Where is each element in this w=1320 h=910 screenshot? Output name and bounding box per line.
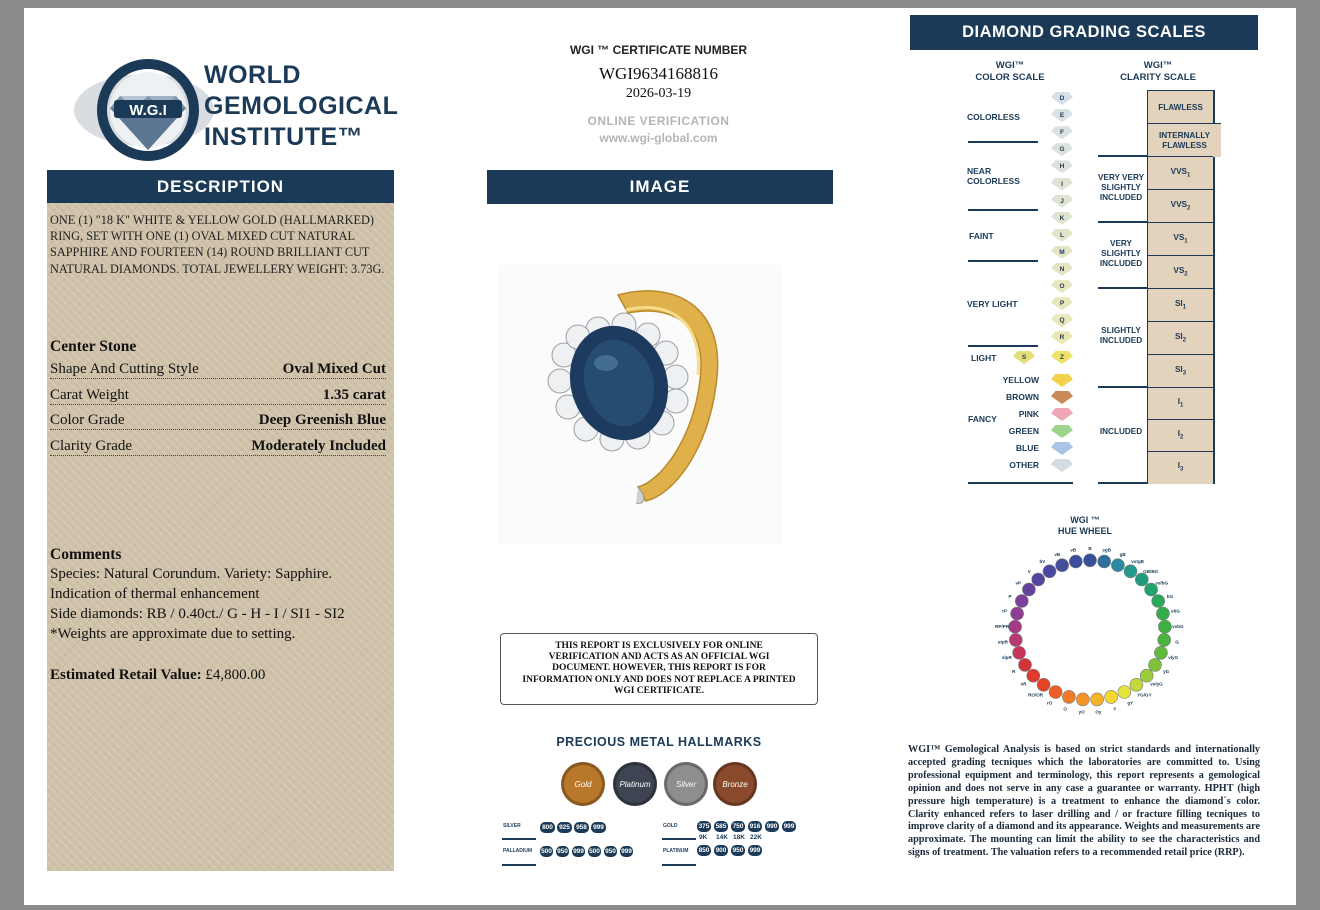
color-grade-gem-icon: G [1051, 143, 1073, 156]
hue-wheel-title [1030, 515, 1140, 537]
comment-line: *Weights are approximate due to setting. [50, 626, 296, 642]
spec-value: Oval Mixed Cut [282, 361, 386, 377]
clarity-divider [1098, 155, 1148, 157]
institute-name-line: WORLD [204, 61, 301, 89]
color-grade-gem-icon: Q [1051, 314, 1073, 327]
color-grade-gem-icon: S [1013, 351, 1035, 364]
clarity-grade-cell: $I_3$ [1148, 451, 1213, 484]
fancy-color-gem-icon [1051, 442, 1073, 455]
clarity-group-vsi: VERY SLIGHTLY INCLUDED [1099, 239, 1143, 268]
color-divider [968, 345, 1038, 347]
silver-hallmark-chip: 925 [557, 822, 572, 833]
hue-title-line: HUE WHEEL [1058, 526, 1112, 536]
palladium-hallmark-chip: 500 [541, 848, 552, 855]
silver-hallmark-chip: 999 [591, 822, 606, 833]
hue-label: GB/BG [1143, 568, 1159, 574]
fancy-color-gem-icon [1051, 459, 1073, 472]
scale-title-line: CLARITY SCALE [1120, 72, 1196, 83]
spec-value: 1.35 carat [322, 387, 386, 403]
spec-row [50, 433, 386, 456]
hue-swatch [1105, 690, 1118, 703]
clarity-grade-cell: INTERNALLY FLAWLESS [1148, 123, 1221, 157]
fancy-color-gem-icon [1051, 425, 1073, 438]
online-verification-label: ONLINE VERIFICATION [587, 114, 730, 128]
clarity-divider [1098, 386, 1148, 388]
gold-hallmark-chip: 750 [732, 823, 744, 830]
hue-label: RO/OR [1028, 692, 1044, 698]
hue-label: sgB [1102, 547, 1112, 553]
retail-label: Estimated Retail Value: [50, 667, 202, 683]
color-grade-gem-icon: J [1051, 195, 1073, 208]
hue-label: Oy [1095, 709, 1102, 715]
institute-name-line: INSTITUTE™ [204, 123, 364, 151]
hue-swatch [1149, 658, 1162, 671]
estimated-retail-value [50, 667, 265, 684]
comment-line: Indication of thermal enhancement [50, 586, 260, 602]
fancy-color-label: PINK [1018, 409, 1039, 419]
hue-label: bV [1039, 559, 1046, 565]
clarity-grade-cell: $VVS_1$ [1148, 156, 1213, 190]
spec-label: Color Grade [50, 412, 125, 428]
hallmark-rule [662, 864, 696, 866]
fancy-color-label: GREEN [1008, 426, 1039, 436]
color-grade-gem-icon: I [1051, 178, 1073, 191]
hallmark-rule [502, 838, 536, 840]
gold-karat-label: 18K [733, 834, 745, 841]
fancy-color-label: OTHER [1009, 460, 1039, 470]
spec-row [50, 382, 386, 405]
hue-swatch [1158, 620, 1171, 633]
hue-swatch [1091, 693, 1104, 706]
hue-label: vB [1070, 547, 1077, 553]
center-stone-title: Center Stone [50, 338, 137, 355]
palladium-hallmark-chip: 999 [573, 848, 584, 855]
online-verification-notice: THIS REPORT IS EXCLUSIVELY FOR ONLINE VERIFICATION AND ACTS AS AN OFFICIAL WGI DOCUMENT. HOWEVER, THIS REPORT IS FOR INFORMATION ONLY AND DOES NOT REPLACE A PRINTED WGI CERTIFICATE. [500, 633, 818, 705]
grading-scales-header: DIAMOND GRADING SCALES [910, 15, 1258, 50]
seal-label: Gold [574, 779, 592, 789]
hue-swatch [1013, 646, 1026, 659]
hue-swatch [1084, 554, 1097, 567]
hue-label: RP/PR [995, 624, 1010, 630]
hue-label: R [1012, 668, 1016, 674]
gemological-analysis-note: WGI™ Gemological Analysis is based on strict standards and internationally accepted grading tecniques which the laboratories are committed to. Using professional equipment and terminology, this report represents a gemological opinion and does not serve in any case a guarantee or warranty. HPHT (high pressure high temperature) is a treatment to enhance the diamond´s color. Clarity enhanced refers to laser drilling and / or fracture filling tecniques to improve clarity of a diamond and its appearance. Weights and measurements are approximate. The mounting can limit the ability to see the characteristics and signs of treatment. The valuation refers to a recommended retail price (RRP). [908, 744, 1260, 859]
hue-label: vslyG [1150, 681, 1163, 687]
palladium-hallmark-label: PALLADIUM [503, 848, 533, 854]
clarity-divider [1098, 221, 1148, 223]
description-panel [47, 203, 394, 871]
fancy-color-gem-icon [1051, 408, 1073, 421]
svg-text:★: ★ [143, 150, 153, 161]
color-grade-gem-icon: O [1051, 280, 1073, 293]
hue-label: G [1175, 639, 1179, 645]
gold-karat-label: 14K [716, 834, 728, 841]
palladium-hallmark-chip: 950 [605, 848, 616, 855]
hue-label: slpR [1001, 654, 1012, 660]
clarity-grade-cell: $VS_1$ [1148, 222, 1213, 256]
hue-swatch [1130, 678, 1143, 691]
hue-swatch [1076, 693, 1089, 706]
clarity-group-included: INCLUDED [1099, 427, 1143, 436]
color-divider [968, 141, 1038, 143]
color-grade-gem-icon: M [1051, 246, 1073, 259]
hue-label: yO [1078, 709, 1085, 715]
color-divider [968, 482, 1073, 484]
silver-hallmark-chip: 958 [574, 822, 589, 833]
hue-label: gY [1127, 700, 1134, 706]
silver-hallmark-chip: 800 [540, 822, 555, 833]
ring-photo [498, 265, 782, 545]
color-grade-gem-icon: R [1051, 331, 1073, 344]
bronze-seal-icon [713, 762, 757, 806]
certificate-date: 2026-03-19 [625, 86, 692, 101]
retail-value: £4,800.00 [205, 667, 266, 683]
hue-swatch [1027, 669, 1040, 682]
color-grade-gem-icon: P [1051, 297, 1073, 310]
clarity-grade-cell: $I_1$ [1148, 387, 1213, 420]
clarity-grade-cell: FLAWLESS [1148, 90, 1213, 124]
hue-label: O [1063, 706, 1067, 712]
color-divider [968, 260, 1038, 262]
hue-swatch [1135, 573, 1148, 586]
fancy-color-gem-icon [1051, 374, 1073, 387]
hue-label: rO [1047, 700, 1053, 706]
hue-label: vB [1054, 552, 1061, 557]
silver-hallmark-label: SILVER [503, 823, 521, 829]
clarity-grade-cell: $VVS_2$ [1148, 189, 1213, 223]
color-grade-gem-icon: H [1051, 160, 1073, 173]
hue-wheel-chart [985, 540, 1195, 725]
gold-hallmark-chip: 916 [749, 823, 761, 830]
gold-hallmark-chip: 375 [698, 823, 710, 830]
platinum-hallmark-chip: 850 [698, 847, 710, 854]
hue-swatch [1152, 595, 1165, 608]
hue-swatch [1098, 555, 1111, 568]
clarity-grade-cell: $I_2$ [1148, 419, 1213, 452]
hue-swatch [1019, 658, 1032, 671]
color-group-fancy: FANCY [968, 414, 997, 424]
spec-label: Carat Weight [50, 387, 129, 403]
hue-label: YG/GY [1137, 692, 1152, 698]
hue-swatch [1032, 573, 1045, 586]
fancy-color-label: YELLOW [1002, 375, 1039, 385]
color-group-near-colorless: NEAR COLORLESS [967, 166, 1020, 186]
scale-title-line: WGI™ [995, 60, 1025, 71]
color-group-colorless: COLORLESS [967, 112, 1020, 122]
gold-karat-label: 9K [699, 834, 708, 841]
clarity-group-vvsi: VERY VERY SLIGHTLY INCLUDED [1097, 173, 1145, 202]
color-grade-gem-icon: Z [1051, 351, 1073, 364]
hue-title-line: WGI ™ [1070, 515, 1100, 525]
color-grade-gem-icon: E [1051, 109, 1073, 122]
hallmark-rule [502, 864, 536, 866]
comments-title: Comments [50, 546, 122, 563]
comment-line: Species: Natural Corundum. Variety: Sapphire. [50, 566, 333, 582]
certificate-number: WGI9634168816 [599, 64, 718, 83]
hue-swatch [1009, 620, 1022, 633]
platinum-hallmark-chip: 900 [715, 847, 727, 854]
hue-swatch [1015, 595, 1028, 608]
color-scale-title [965, 60, 1055, 84]
hue-label: Y [1113, 706, 1117, 712]
fancy-color-gem-icon [1051, 391, 1073, 404]
hue-swatch [1140, 669, 1153, 682]
hue-swatch [1043, 565, 1056, 578]
hue-swatch [1037, 678, 1050, 691]
hue-swatch [1062, 690, 1075, 703]
image-header: IMAGE [487, 170, 833, 204]
gold-hallmark-chip: 999 [783, 823, 795, 830]
hue-label: vslbG [1155, 580, 1169, 586]
scale-title-line: WGI™ [1143, 60, 1173, 71]
wgi-logo-emblem [68, 58, 220, 163]
clarity-scale-title [1108, 60, 1208, 84]
certificate-number-label: WGI ™ CERTIFICATE NUMBER [569, 43, 748, 57]
palladium-hallmark-chip: 500 [589, 848, 600, 855]
gold-hallmark-chip: 990 [766, 823, 778, 830]
hue-label: P [1008, 594, 1012, 599]
clarity-grade-cell: $SI_2$ [1148, 321, 1213, 355]
silver-seal-icon [664, 762, 708, 806]
platinum-seal-icon [613, 762, 657, 806]
hue-label: vsbG [1172, 624, 1184, 630]
logo-badge: W.G.I [129, 102, 167, 119]
clarity-grade-cell: $VS_2$ [1148, 255, 1213, 289]
hue-label: stpR [997, 639, 1009, 645]
spec-row [50, 356, 386, 379]
hue-swatch [1158, 633, 1171, 646]
seal-label: Platinum [619, 779, 651, 789]
hue-label: vlyG [1168, 654, 1179, 660]
hue-swatch [1069, 555, 1082, 568]
institute-name [204, 60, 398, 153]
hue-label: vP [1015, 580, 1022, 586]
hue-swatch [1124, 565, 1137, 578]
clarity-grade-cell: $SI_1$ [1148, 288, 1213, 322]
gold-karat-label: 22K [750, 834, 762, 841]
hue-swatch [1118, 686, 1131, 699]
color-grade-gem-icon: D [1051, 92, 1073, 105]
scale-title-line: COLOR SCALE [975, 72, 1045, 83]
spec-label: Shape And Cutting Style [50, 361, 199, 377]
gold-hallmark-label: GOLD [663, 823, 678, 829]
hue-label: oR [1020, 681, 1027, 687]
spec-value: Deep Greenish Blue [258, 412, 386, 428]
spec-row [50, 407, 386, 430]
hue-swatch [1154, 646, 1167, 659]
clarity-divider [1098, 287, 1148, 289]
hue-label: V [1027, 568, 1031, 574]
comment-line: Side diamonds: RB / 0.40ct./ G - H - I / SI1 - SI2 [50, 606, 345, 622]
color-grade-gem-icon: F [1051, 126, 1073, 139]
platinum-hallmark-chip: 950 [732, 847, 744, 854]
hue-swatch [1156, 607, 1169, 620]
institute-name-line: GEMOLOGICAL [204, 92, 399, 120]
item-description: ONE (1) "18 K" WHITE & YELLOW GOLD (HALLMARKED) RING, SET WITH ONE (1) OVAL MIXED CUT NATURAL SAPPHIRE AND FOURTEEN (14) ROUND BRILLIANT CUT NATURAL DIAMONDS. TOTAL JEWELLERY WEIGHT: 3.73G. [50, 213, 385, 276]
seal-label: Silver [675, 779, 696, 789]
color-grade-gem-icon: K [1051, 212, 1073, 225]
seal-label: Bronze [722, 779, 748, 789]
gold-seal-icon [561, 762, 605, 806]
gold-hallmark-chip: 585 [715, 823, 727, 830]
hue-swatch [1011, 607, 1024, 620]
platinum-hallmark-label: PLATINUM [663, 848, 689, 854]
color-group-light: LIGHT [971, 353, 997, 363]
hue-label: rP [1002, 608, 1007, 614]
clarity-grade-cell: $SI_3$ [1148, 354, 1213, 388]
palladium-hallmark-chip: 999 [621, 848, 632, 855]
fancy-color-label: BROWN [1005, 392, 1039, 402]
hallmark-rule [662, 838, 696, 840]
hue-label: bG [1166, 594, 1174, 599]
hue-swatch [1049, 686, 1062, 699]
description-header: DESCRIPTION [47, 170, 394, 203]
platinum-hallmark-chip: 999 [749, 847, 761, 854]
hue-swatch [1022, 583, 1035, 596]
spec-value: Moderately Included [251, 438, 386, 454]
hue-swatch [1111, 559, 1124, 572]
hue-label: vstgB [1131, 559, 1144, 565]
hue-swatch [1056, 559, 1069, 572]
fancy-color-label: BLUE [1015, 443, 1039, 453]
hue-swatch [1009, 633, 1022, 646]
color-grade-gem-icon: N [1051, 263, 1073, 276]
verification-url[interactable]: www.wgi-global.com [599, 131, 718, 145]
color-group-very-light: VERY LIGHT [967, 299, 1018, 309]
color-group-faint: FAINT [969, 231, 994, 241]
hue-label: B [1088, 546, 1092, 552]
palladium-hallmark-chip: 950 [557, 848, 568, 855]
color-grade-gem-icon: L [1051, 229, 1073, 242]
hue-label: sbG [1171, 608, 1180, 614]
color-divider [968, 209, 1038, 211]
clarity-group-si: SLIGHTLY INCLUDED [1099, 326, 1143, 345]
hue-label: gB [1119, 552, 1126, 557]
hallmarks-title: PRECIOUS METAL HALLMARKS [556, 735, 762, 749]
hue-label: yG [1163, 668, 1170, 674]
spec-label: Clarity Grade [50, 438, 133, 454]
